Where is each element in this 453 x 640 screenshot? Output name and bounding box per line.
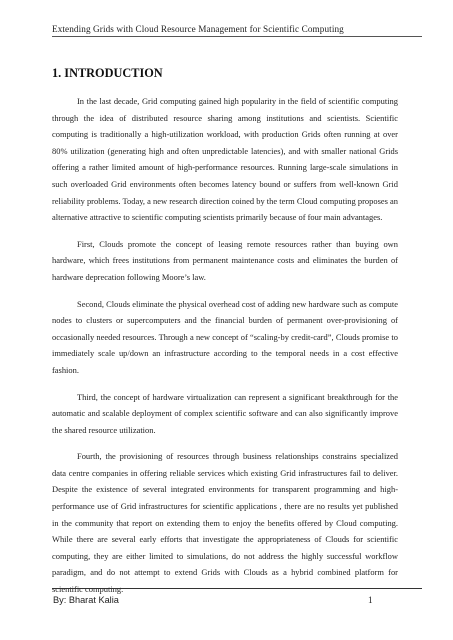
footer-divider [52,588,422,589]
paragraph-2: First, Clouds promote the concept of leasing remote resources rather than buying own hardware, which frees institutions from permanent maintenance costs and eliminates the burden of hardware deprecation following Moore’s law. [52,238,398,282]
page-number: 1 [368,595,373,605]
section-heading: 1. INTRODUCTION [52,66,163,80]
body-text [52,93,398,608]
running-header: Extending Grids with Cloud Resource Management for Scientific Computing [52,24,344,34]
footer-author: By: Bharat Kalia [53,595,119,605]
paragraph-3: Second, Clouds eliminate the physical overhead cost of adding new hardware such as compute nodes to clusters or supercomputers and the financial burden of permanent over-provisioning of occasionally needed resources. Through a new concept of “scaling-by credit-card”, Clouds promise to immediately scale up/down an infrastructure according to the temporal needs in a cost effective fashion. [52,298,398,375]
paragraph-5: Fourth, the provisioning of resources through business relationships constrains specialized data centre companies in offering reliable services which existing Grid infrastructures fail to deliver. Despite the existence of several integrated environments for transparent programming and high-performance use of Grid infrastructures for scientific applications , there are no results yet published in the community that report on extending them to enjoy the benefits offered by Cloud computing. While there are several early efforts that investigate the appropriateness of Clouds for scientific computing, they are either limited to simulations, do not address the highly successful workflow paradigm, and do not attempt to extend Grids with Clouds as a hybrid combined platform for scientific computing. [52,451,398,595]
paragraph-4: Third, the concept of hardware virtualization can represent a significant breakthrough for the automatic and scalable deployment of complex scientific software and can also significantly improve the shared resource utilization. [52,391,398,435]
header-divider [52,36,422,37]
paragraph-1: In the last decade, Grid computing gained high popularity in the field of scientific computing through the idea of distributed resource sharing among institutions and scientists. Scientific computing is traditionally a high-utilization workload, with production Grids often running at over 80% utilization (generating high and often unpredictable latencies), and with smaller national Grids offering a rather limited amount of high-performance resources. Running large-scale simulations in such overloaded Grid environments often becomes latency bound or suffers from well-known Grid reliability problems. Today, a new research direction coined by the term Cloud computing proposes an alternative attractive to scientific computing scientists primarily because of four main advantages. [52,96,398,223]
